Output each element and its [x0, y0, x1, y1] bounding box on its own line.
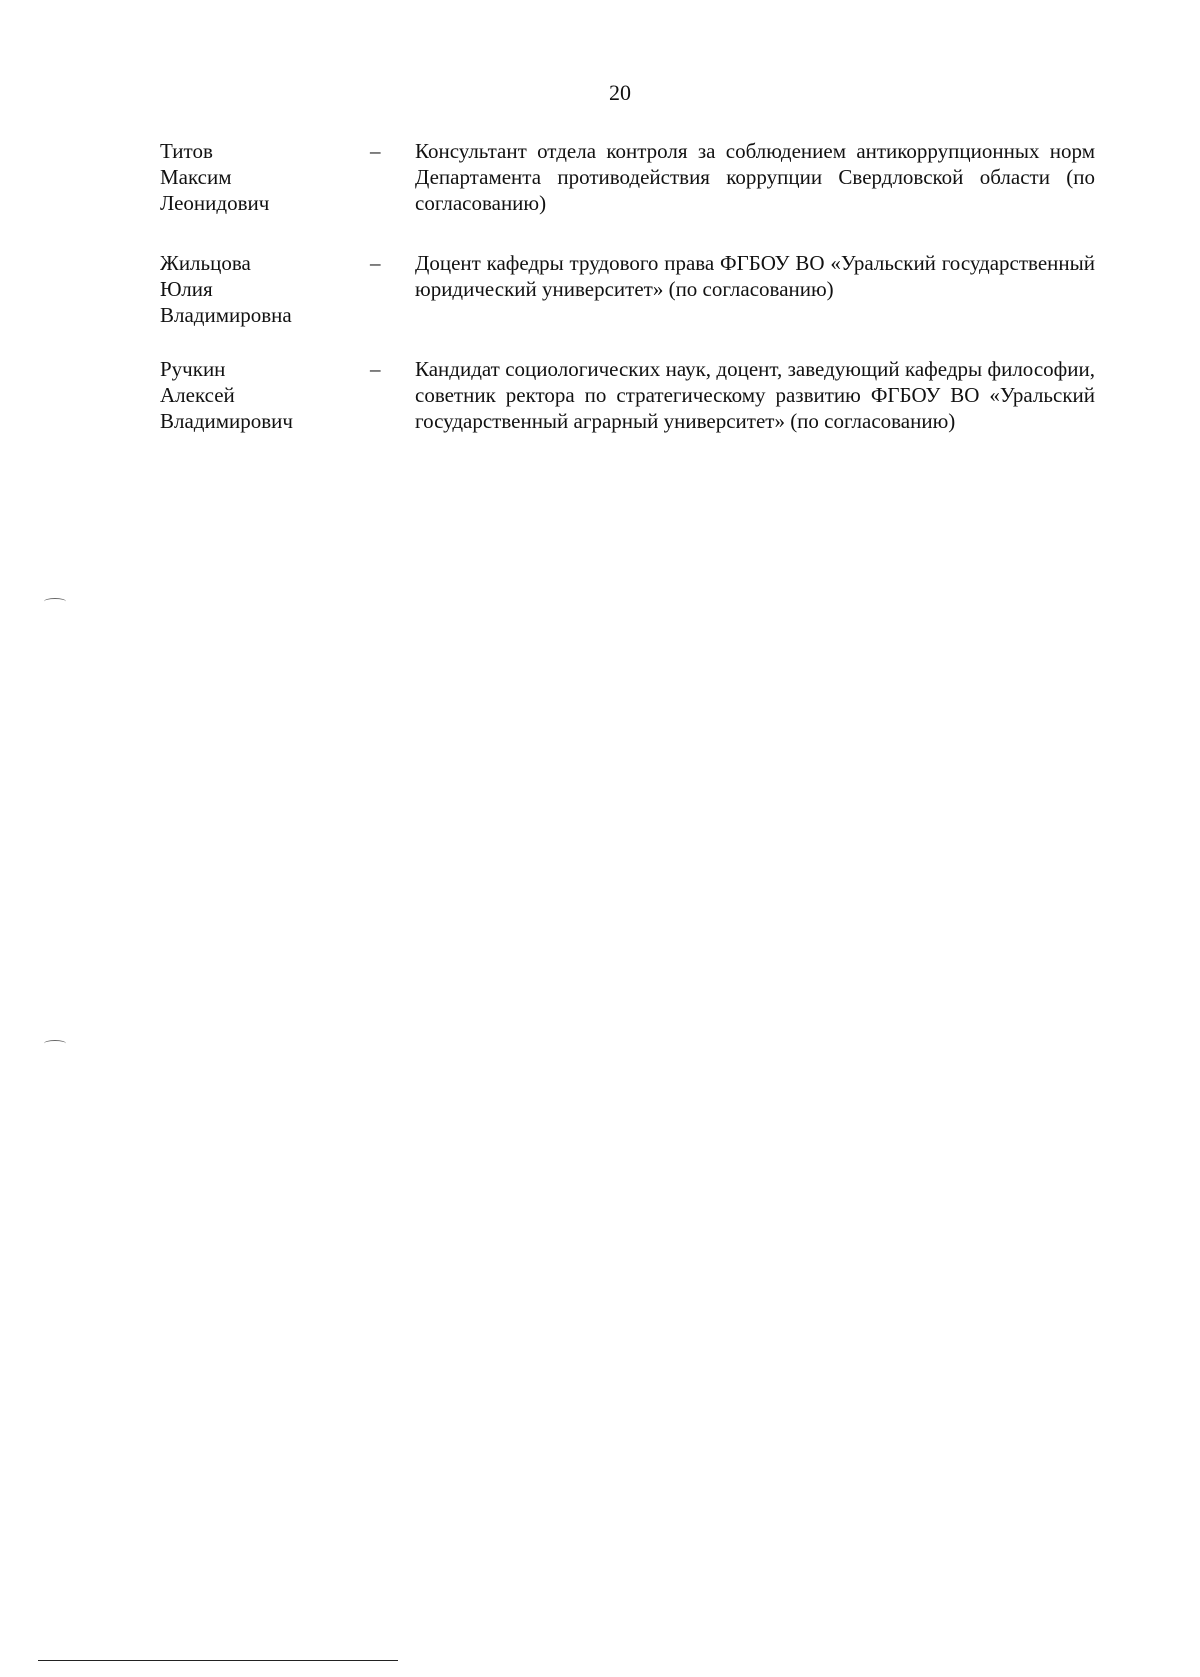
member-name	[160, 356, 350, 434]
footer-rule	[38, 1660, 398, 1661]
surname: Титов	[160, 139, 213, 163]
member-name	[160, 138, 350, 216]
dash-separator: –	[370, 251, 381, 275]
patronymic: Леонидович	[160, 191, 270, 215]
page-number: 20	[609, 80, 631, 105]
member-position: Консультант отдела контроля за соблюдением антикоррупционных норм Департамента противодействия коррупции Свердловской области (по согласованию)	[415, 139, 1095, 215]
patronymic: Владимировна	[160, 303, 292, 327]
first-name: Юлия	[160, 277, 213, 301]
surname: Ручкин	[160, 357, 226, 381]
member-position: Кандидат социологических наук, доцент, заведующий кафедры философии, советник ректора по стратегическому развитию ФГБОУ ВО «Уральский государственный аграрный университет» (по согласованию)	[415, 357, 1095, 433]
surname: Жильцова	[160, 251, 251, 275]
patronymic: Владимирович	[160, 409, 293, 433]
first-name: Максим	[160, 165, 232, 189]
member-position: Доцент кафедры трудового права ФГБОУ ВО «Уральский государственный юридический университет» (по согласованию)	[415, 251, 1095, 301]
member-name	[160, 250, 350, 328]
scan-artifact-mark	[44, 1040, 66, 1047]
scan-artifact-mark	[44, 598, 66, 605]
dash-separator: –	[370, 357, 381, 381]
first-name: Алексей	[160, 383, 235, 407]
dash-separator: –	[370, 139, 381, 163]
